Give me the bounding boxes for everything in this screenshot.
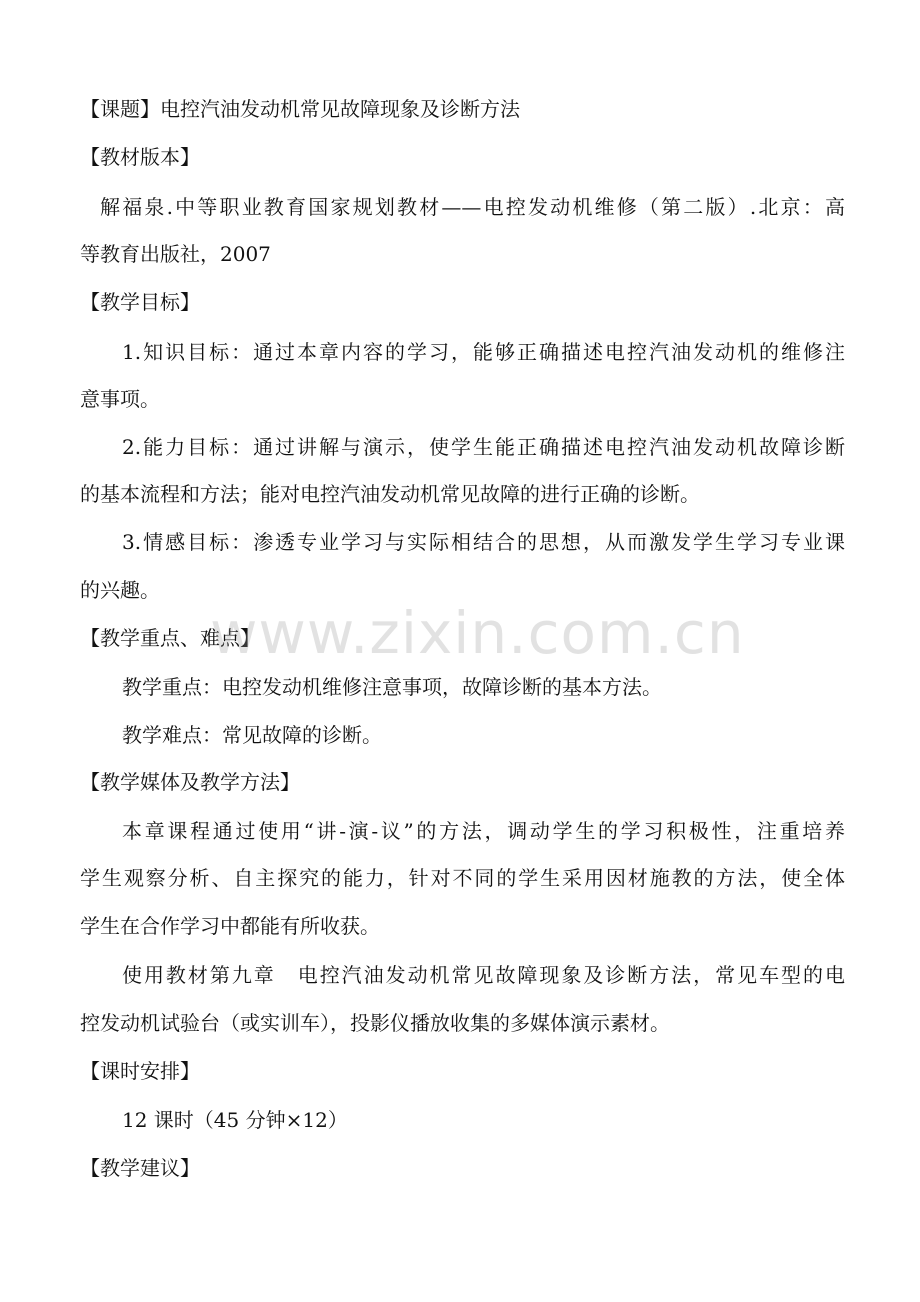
objective-item: 意事项。 xyxy=(80,387,160,411)
keypoints-heading: 【教学重点、难点】 xyxy=(80,626,260,650)
objective-item: 1.知识目标：通过本章内容的学习，能够正确描述电控汽油发动机的维修注 xyxy=(122,340,845,364)
media-paragraph: 控发动机试验台（或实训车），投影仪播放收集的多媒体演示素材。 xyxy=(80,1011,670,1035)
watermark: www.zixin.com.cn xyxy=(210,599,745,667)
textbook-text: 解福泉.中等职业教育国家规划教材——电控发动机维修（第二版）.北京：高 xyxy=(100,195,845,219)
objective-item: 的基本流程和方法；能对电控汽油发动机常见故障的进行正确的诊断。 xyxy=(80,482,700,506)
media-paragraph: 学生在合作学习中都能有所收获。 xyxy=(80,914,380,938)
textbook-heading: 【教材版本】 xyxy=(80,145,200,169)
schedule-heading: 【课时安排】 xyxy=(80,1059,200,1083)
media-heading: 【教学媒体及教学方法】 xyxy=(80,770,300,794)
objective-item: 的兴趣。 xyxy=(80,578,160,602)
suggestion-heading: 【教学建议】 xyxy=(80,1156,200,1180)
difficulty-text: 教学难点：常见故障的诊断。 xyxy=(122,723,382,747)
objective-item: 3.情感目标：渗透专业学习与实际相结合的思想，从而激发学生学习专业课 xyxy=(122,530,845,554)
media-paragraph: 本章课程通过使用“讲-演-议”的方法，调动学生的学习积极性，注重培养 xyxy=(122,819,845,843)
textbook-text: 等教育出版社，2007 xyxy=(80,242,271,266)
objective-item: 2.能力目标：通过讲解与演示，使学生能正确描述电控汽油发动机故障诊断 xyxy=(122,435,845,459)
schedule-text: 12 课时（45 分钟×12） xyxy=(122,1108,348,1132)
keypoint-text: 教学重点：电控发动机维修注意事项，故障诊断的基本方法。 xyxy=(122,675,662,699)
media-paragraph: 使用教材第九章 电控汽油发动机常见故障现象及诊断方法，常见车型的电 xyxy=(122,963,845,987)
media-paragraph: 学生观察分析、自主探究的能力，针对不同的学生采用因材施教的方法，使全体 xyxy=(80,866,845,890)
objectives-heading: 【教学目标】 xyxy=(80,290,200,314)
topic-line: 【课题】电控汽油发动机常见故障现象及诊断方法 xyxy=(80,97,520,121)
